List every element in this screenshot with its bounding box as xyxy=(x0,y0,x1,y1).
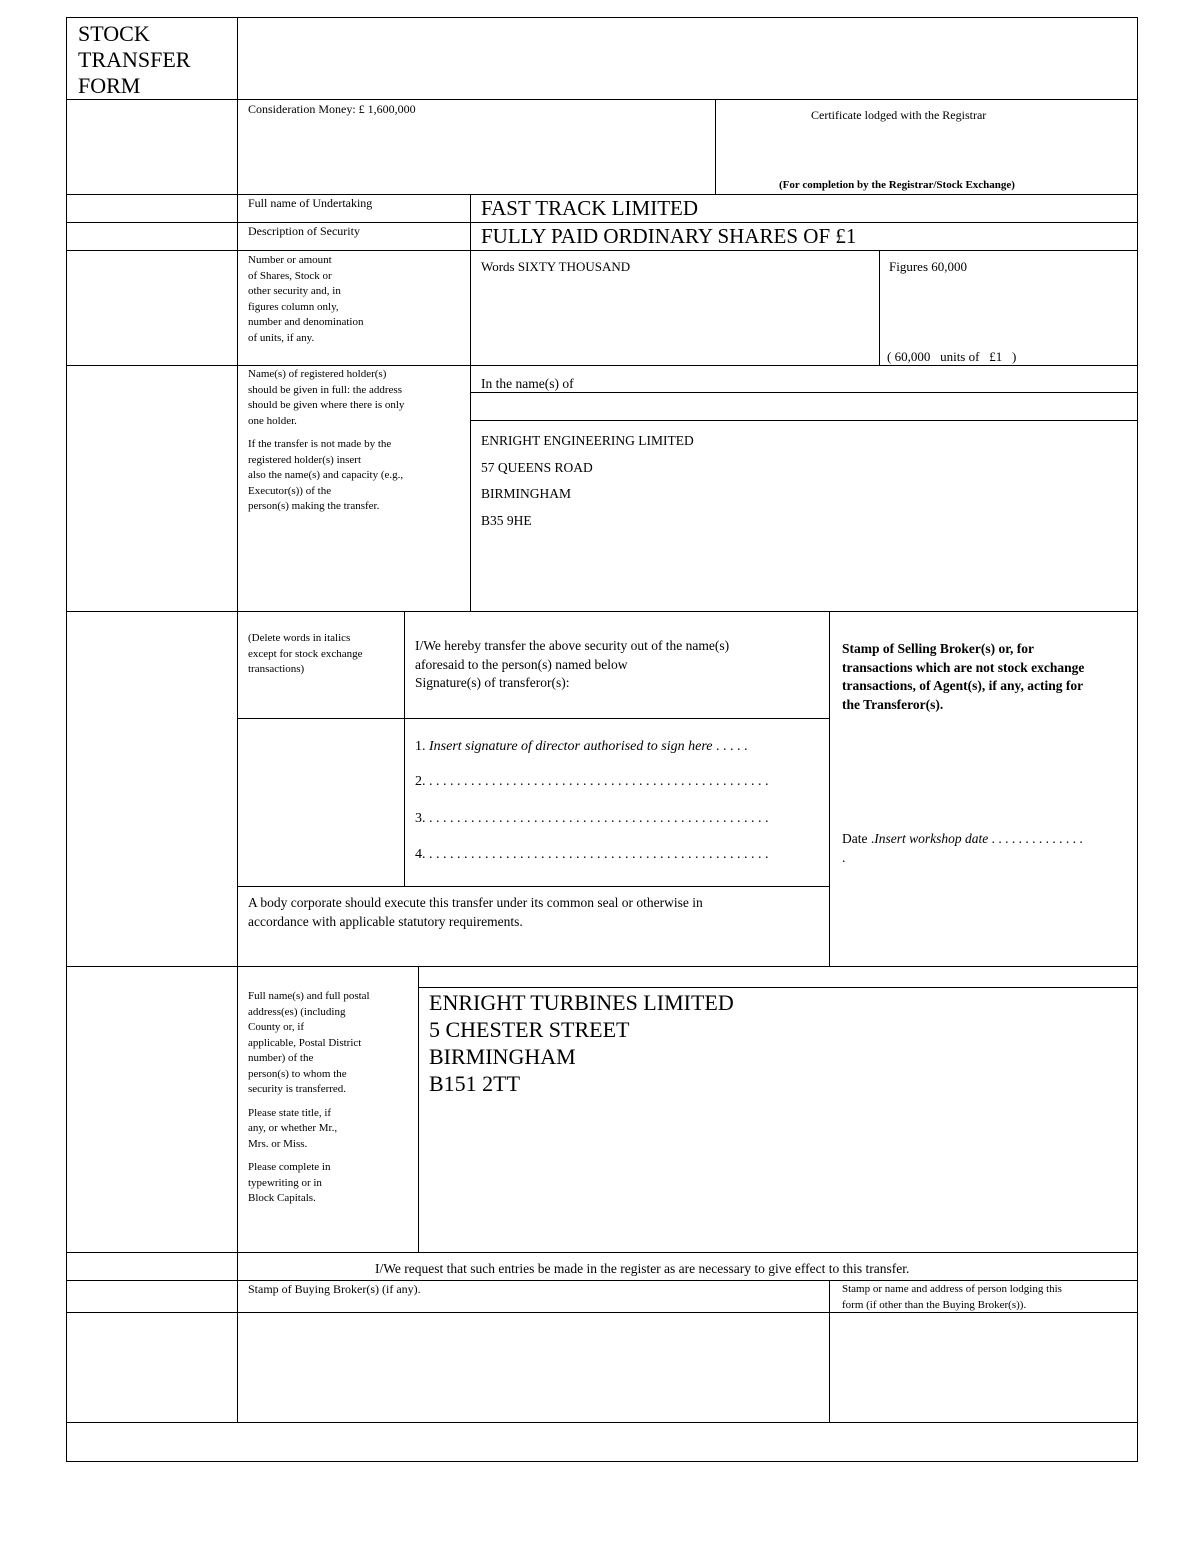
undertaking-label: Full name of Undertaking xyxy=(248,196,373,210)
holder-label: Name(s) of registered holder(s) should be given in full: the address should be given where there is only one holder. If the transfer is not made by the registered holder(s) insert also the name(s) and capacity (e.g., Executor(s)) of the person(s) making the transfer. xyxy=(248,368,405,512)
delete-italics-note: (Delete words in italics except for stock exchange transactions) xyxy=(248,632,363,675)
body-corporate-note: A body corporate should execute this transfer under its common seal or otherwise in accordance with applicable statutory requirements. xyxy=(248,895,703,929)
amount-words: Words SIXTY THOUSAND xyxy=(481,259,631,274)
buying-broker-stamp-label: Stamp of Buying Broker(s) (if any). xyxy=(248,1282,421,1296)
amount-units: ( 60,000 units of £1 ) xyxy=(887,349,1017,364)
divider xyxy=(404,611,405,887)
consideration-money xyxy=(248,102,416,117)
signature-line-2: 2. . . . . . . . . . . . . . . . . . . . . . . . . . . . . . . . . . . . . . . . . . . . . . . . . . xyxy=(415,774,769,789)
border-right xyxy=(1137,17,1138,1462)
border-left xyxy=(66,17,67,1462)
divider xyxy=(66,1252,1138,1253)
divider xyxy=(237,718,830,719)
signature-line-4: 4. . . . . . . . . . . . . . . . . . . . . . . . . . . . . . . . . . . . . . . . . . . . . . . . . . xyxy=(415,847,769,862)
amount-label: Number or amount of Shares, Stock or other security and, in figures column only, number and denomination of units, if any. xyxy=(248,254,364,344)
selling-broker-stamp-label: Stamp of Selling Broker(s) or, for transactions which are not stock exchange transactions, of Agent(s), if any, acting for the Transferor(s). xyxy=(842,641,1085,712)
signature-line-1: 1. Insert signature of director authorised to sign here . . . . . xyxy=(415,739,748,754)
holder-address: ENRIGHT ENGINEERING LIMITED 57 QUEENS ROAD BIRMINGHAM B35 9HE xyxy=(481,433,694,528)
security-value: FULLY PAID ORDINARY SHARES OF £1 xyxy=(481,224,857,248)
date-line-continued: . xyxy=(842,850,846,865)
signature-line-3: 3. . . . . . . . . . . . . . . . . . . . . . . . . . . . . . . . . . . . . . . . . . . . . . . . . . xyxy=(415,811,769,826)
transferee-address: ENRIGHT TURBINES LIMITED 5 CHESTER STREET BIRMINGHAM B151 2TT xyxy=(429,990,734,1096)
divider xyxy=(715,99,716,195)
security-label: Description of Security xyxy=(248,224,360,238)
left-column-divider xyxy=(237,17,238,1423)
registrar-note: (For completion by the Registrar/Stock Exchange) xyxy=(779,179,1015,191)
transfer-statement: I/We hereby transfer the above security out of the name(s) aforesaid to the person(s) named below Signature(s) of transferor(s): xyxy=(415,638,730,690)
date-line: Date .Insert workshop date . . . . . . . . . . . . . . xyxy=(842,831,1083,846)
certificate-label: Certificate lodged with the Registrar xyxy=(811,108,987,122)
divider xyxy=(829,611,830,967)
divider xyxy=(66,611,1138,612)
register-request: I/We request that such entries be made in the register as are necessary to give effect to this transfer. xyxy=(375,1261,910,1276)
divider xyxy=(237,886,830,887)
consideration-label: Consideration Money: £ xyxy=(248,102,365,116)
divider xyxy=(470,420,1138,421)
lodging-person-label: Stamp or name and address of person lodging this form (if other than the Buying Broker(s)). xyxy=(842,1283,1062,1311)
undertaking-value: FAST TRACK LIMITED xyxy=(481,196,699,220)
border-top xyxy=(66,17,1138,18)
divider xyxy=(418,966,419,1253)
transferee-label: Full name(s) and full postal address(es) (including County or, if applicable, Postal District number) of the person(s) to whom the security is transferred. Please state title, if any, or whether Mr., Mrs. or Miss. Please complete in typewriting or in Block Capitals. xyxy=(248,990,370,1204)
in-name-of-label: In the name(s) of xyxy=(481,376,574,391)
amount-figures: Figures 60,000 xyxy=(889,259,967,274)
border-bottom xyxy=(66,1461,1138,1462)
divider xyxy=(879,250,880,366)
divider xyxy=(829,1280,830,1423)
divider xyxy=(66,1422,1138,1423)
divider xyxy=(470,194,471,612)
divider xyxy=(66,966,1138,967)
divider xyxy=(66,250,1138,251)
form-title: STOCK TRANSFER FORM xyxy=(78,21,191,98)
divider xyxy=(66,1280,1138,1281)
consideration-value: 1,600,000 xyxy=(367,102,416,116)
divider xyxy=(66,99,1138,100)
divider xyxy=(418,987,1138,988)
